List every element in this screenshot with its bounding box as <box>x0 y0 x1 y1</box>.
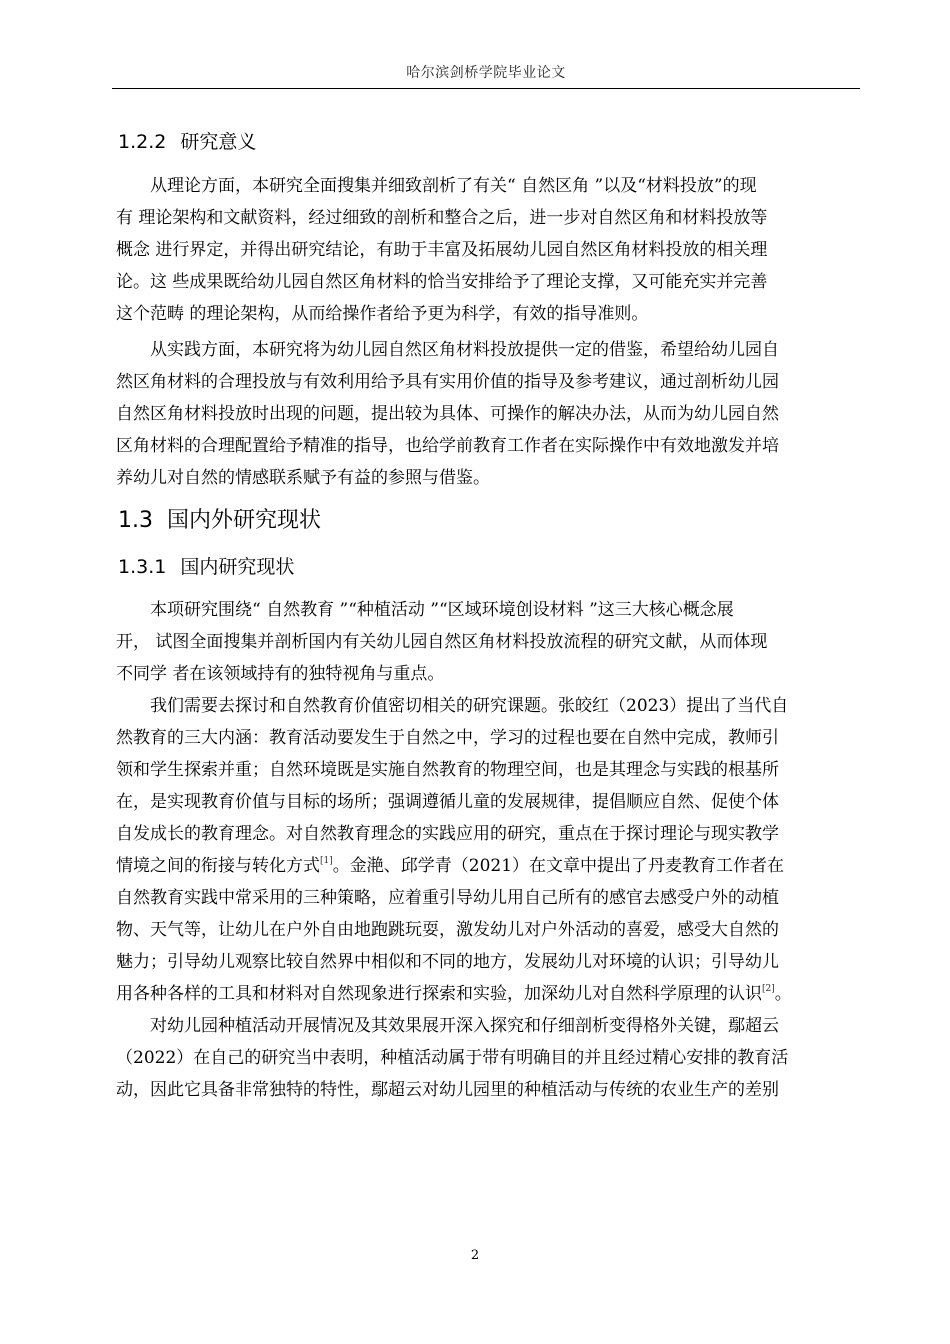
text-line: 然区角材料的合理投放与有效利用给予具有实用价值的指导及参考建议，通过剖析幼儿园 <box>116 372 779 392</box>
citation-1[interactable]: [1] <box>320 856 333 866</box>
text-line: 魅力；引导幼儿观察比较自然界中相似和不同的地方，发展幼儿对环境的认识；引导幼儿 <box>116 952 779 972</box>
text-line: 自然区角材料投放时出现的问题，提出较为具体、可操作的解决办法，从而为幼儿园自然 <box>116 404 779 424</box>
paragraph-theory <box>116 170 866 330</box>
text-line: 从实践方面，本研究将为幼儿园自然区角材料投放提供一定的借鉴，希望给幼儿园自 <box>150 340 779 360</box>
section-number: 1.2.2 <box>118 131 167 153</box>
section-title: 研究意义 <box>180 131 257 153</box>
paragraph-practice <box>116 334 866 494</box>
text-line: （2022）在自己的研究当中表明，种植活动属于带有明确目的并且经过精心安排的教育活 <box>116 1048 789 1068</box>
text-segment: 情境之间的衔接与转化方式 <box>116 856 320 876</box>
section-heading-1-3-1 <box>118 552 294 579</box>
text-line: 领和学生探索并重；自然环境既是实施自然教育的物理空间，也是其理念与实践的根基所 <box>116 760 779 780</box>
section-number: 1.3 <box>118 508 153 533</box>
text-line-with-citation <box>116 850 866 882</box>
text-segment: 。金滟、邱学青（2021）在文章中提出了丹麦教育工作者在 <box>332 856 785 876</box>
text-line: 自发成长的教育理念。对自然教育理念的实践应用的研究，重点在于探讨理论与现实教学 <box>116 824 779 844</box>
text-line: 概念 进行界定，并得出研究结论，有助于丰富及拓展幼儿园自然区角材料投放的相关理 <box>116 240 768 260</box>
text-line: 对幼儿园种植活动开展情况及其效果展开深入探究和仔细剖析变得格外关键，鄢超云 <box>150 1016 779 1036</box>
text-line: 养幼儿对自然的情感联系赋予有益的参照与借鉴。 <box>116 468 490 488</box>
header-divider <box>112 88 860 89</box>
paragraph-domestic-intro <box>116 594 866 690</box>
text-line-with-citation <box>116 978 866 1010</box>
section-number: 1.3.1 <box>118 556 167 578</box>
text-line: 动，因此它具备非常独特的特性，鄢超云对幼儿园里的种植活动与传统的农业生产的差别 <box>116 1080 779 1100</box>
text-line: 物、天气等，让幼儿在户外自由地跑跳玩耍，激发幼儿对户外活动的喜爱，感受大自然的 <box>116 920 779 940</box>
text-line: 本项研究围绕“ 自然教育 ”“种植活动 ”“区域环境创设材料 ”这三大核心概念展 <box>150 600 734 620</box>
citation-2[interactable]: [2] <box>762 984 775 994</box>
page-header: 哈尔滨剑桥学院毕业论文 <box>406 65 566 81</box>
paragraph-nature-education <box>116 690 866 1010</box>
text-line: 这个范畴 的理论架构，从而给操作者给予更为科学，有效的指导准则。 <box>116 304 649 324</box>
text-line: 自然教育实践中常采用的三种策略，应着重引导幼儿用自己所有的感官去感受户外的动植 <box>116 888 779 908</box>
text-segment: 用各种各样的工具和材料对自然现象进行探索和实验，加深幼儿对自然科学原理的认识 <box>116 984 762 1004</box>
text-line: 在，是实现教育价值与目标的场所；强调遵循儿童的发展规律，提倡顺应自然、促使个体 <box>116 792 779 812</box>
page-number: 2 <box>470 1248 480 1263</box>
paragraph-planting-activity <box>116 1010 866 1106</box>
section-heading-1-2-2 <box>118 127 256 154</box>
section-title: 国内研究现状 <box>180 556 295 578</box>
text-line: 有 理论架构和文献资料，经过细致的剖析和整合之后，进一步对自然区角和材料投放等 <box>116 208 768 228</box>
section-heading-1-3 <box>118 503 321 534</box>
text-line: 区角材料的合理配置给予精准的指导，也给学前教育工作者在实际操作中有效地激发并培 <box>116 436 779 456</box>
text-line: 从理论方面，本研究全面搜集并细致剖析了有关“ 自然区角 ”以及“材料投放”的现 <box>150 176 757 196</box>
text-segment: 。 <box>774 984 792 1004</box>
text-line: 论。这 些成果既给幼儿园自然区角材料的恰当安排给予了理论支撑，又可能充实并完善 <box>116 272 768 292</box>
text-line: 然教育的三大内涵：教育活动要发生于自然之中，学习的过程也要在自然中完成，教师引 <box>116 728 779 748</box>
text-line: 开， 试图全面搜集并剖析国内有关幼儿园自然区角材料投放流程的研究文献，从而体现 <box>116 632 768 652</box>
text-line: 不同学 者在该领域持有的独特视角与重点。 <box>116 664 445 684</box>
section-title: 国内外研究现状 <box>167 508 322 533</box>
text-line: 我们需要去探讨和自然教育价值密切相关的研究课题。张皎红（2023）提出了当代自 <box>150 696 789 716</box>
